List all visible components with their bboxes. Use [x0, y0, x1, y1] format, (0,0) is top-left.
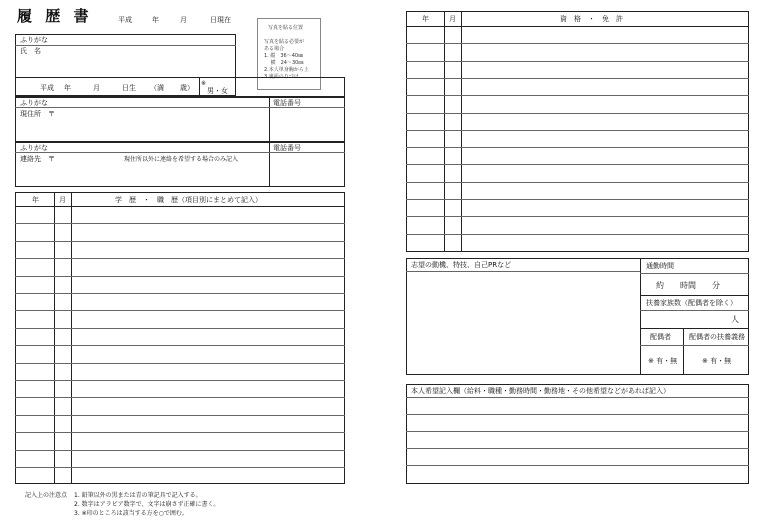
address-phone-label: 電話番号 — [273, 99, 301, 107]
history-col-year: 年 — [32, 196, 39, 204]
gender-option[interactable]: 男・女 — [207, 87, 228, 95]
table-row[interactable] — [406, 130, 749, 131]
dependents-unit: 人 — [731, 315, 739, 324]
divider — [640, 295, 749, 296]
history-col-month: 月 — [59, 196, 66, 204]
date-era: 平成 — [118, 16, 132, 24]
table-row[interactable] — [15, 276, 345, 277]
motivation-field[interactable] — [407, 272, 639, 374]
history-table — [15, 192, 345, 484]
table-row[interactable] — [15, 241, 345, 242]
table-row[interactable] — [406, 234, 749, 235]
name-field[interactable] — [15, 46, 236, 76]
table-row[interactable] — [406, 147, 749, 148]
age-open: （満 — [150, 84, 164, 92]
divider — [640, 345, 749, 346]
notes-title: 記入上の注意点 — [25, 492, 68, 499]
licenses-col-title: 資 格 ・ 免 許 — [560, 15, 623, 23]
table-row[interactable] — [406, 199, 749, 200]
photo-line: 写真を貼る必要が — [264, 39, 305, 45]
divider — [640, 328, 749, 329]
table-row[interactable] — [15, 310, 345, 311]
table-row[interactable] — [406, 182, 749, 183]
divider — [640, 273, 749, 274]
table-row[interactable] — [406, 26, 749, 27]
birth-year: 年 — [64, 84, 71, 92]
gender-mark: ※ — [201, 80, 207, 87]
contact-furigana-label: ふりがな — [20, 144, 48, 152]
contact-label: 連絡先 〒 — [20, 155, 55, 163]
note-item: 3. ※印のところは該当する方を○で囲む。 — [74, 510, 188, 517]
date-year: 年 — [152, 16, 159, 24]
table-row[interactable] — [406, 78, 749, 79]
table-row[interactable] — [15, 363, 345, 364]
contact-phone-label: 電話番号 — [273, 144, 301, 152]
address-field[interactable] — [16, 108, 268, 141]
photo-line: 3.裏面のりづけ — [264, 74, 299, 80]
table-row[interactable] — [406, 164, 749, 165]
table-row[interactable] — [15, 415, 345, 416]
birth-era: 平成 — [40, 84, 54, 92]
licenses-col-year: 年 — [422, 15, 429, 23]
table-row[interactable] — [15, 380, 345, 381]
commute-label: 通勤時間 — [646, 262, 674, 270]
table-row[interactable] — [15, 450, 345, 451]
motivation-label: 志望の動機、特技、自己PRなど — [411, 261, 512, 269]
date-month: 月 — [180, 16, 187, 24]
spouse-support-option[interactable]: ※ 有・無 — [702, 357, 732, 365]
divider — [683, 328, 684, 375]
photo-line: 横 24〜30㎜ — [264, 60, 304, 66]
dependents-label: 扶養家族数（配偶者を除く） — [646, 299, 737, 307]
spouse-option[interactable]: ※ 有・無 — [648, 357, 678, 365]
table-row[interactable] — [406, 61, 749, 62]
contact-field[interactable] — [16, 153, 268, 186]
table-row[interactable] — [15, 223, 345, 224]
history-col-title: 学 歴 ・ 職 歴（項目別にまとめて記入） — [115, 196, 262, 204]
table-row[interactable] — [15, 467, 345, 468]
photo-line: 2.本人単身胸から上 — [264, 67, 309, 73]
divider — [54, 192, 55, 484]
spouse-support-label: 配偶者の扶養義務 — [689, 333, 745, 341]
age-close: 歳） — [180, 84, 194, 92]
contact-note: 現住所以外に連絡を希望する場合のみ記入 — [124, 156, 239, 163]
table-row[interactable] — [406, 43, 749, 44]
note-item: 1. 鉛筆以外の黒または青の筆記具で記入する。 — [74, 492, 202, 499]
table-row[interactable] — [15, 206, 345, 207]
table-row[interactable] — [15, 345, 345, 346]
birth-day: 日生 — [122, 84, 136, 92]
table-row[interactable] — [15, 328, 345, 329]
date-suffix: 日現在 — [210, 16, 231, 24]
dependents-field[interactable] — [641, 311, 729, 328]
divider — [71, 192, 72, 484]
table-row[interactable] — [15, 432, 345, 433]
resume-title: 履 歴 書 — [17, 7, 93, 25]
table-row[interactable] — [406, 95, 749, 96]
photo-title: 写真を貼る位置 — [268, 25, 304, 31]
licenses-col-month: 月 — [449, 15, 456, 23]
table-row[interactable] — [15, 397, 345, 398]
requests-field[interactable] — [407, 397, 748, 483]
name-furigana-label: ふりがな — [20, 36, 48, 44]
table-row[interactable] — [406, 216, 749, 217]
address-furigana-label: ふりがな — [20, 99, 48, 107]
table-row[interactable] — [15, 293, 345, 294]
commute-value[interactable]: 約 時間 分 — [656, 281, 720, 290]
photo-line: ある場合 — [264, 46, 285, 52]
table-row[interactable] — [15, 258, 345, 259]
divider — [199, 77, 200, 97]
address-phone-field[interactable] — [270, 108, 344, 141]
name-label: 氏 名 — [20, 47, 41, 55]
table-row[interactable] — [406, 113, 749, 114]
photo-line: 1. 縦 36〜40㎜ — [264, 53, 304, 59]
spouse-label: 配偶者 — [650, 333, 671, 341]
requests-label: 本人希望記入欄（給料・職種・勤務時間・勤務地・その他希望などがあれば記入） — [411, 387, 670, 395]
note-item: 2. 数字はアラビア数字で、文字は崩さず正確に書く。 — [74, 501, 220, 508]
birth-month: 月 — [93, 84, 100, 92]
contact-phone-field[interactable] — [270, 153, 344, 186]
address-label: 現住所 〒 — [20, 110, 55, 118]
